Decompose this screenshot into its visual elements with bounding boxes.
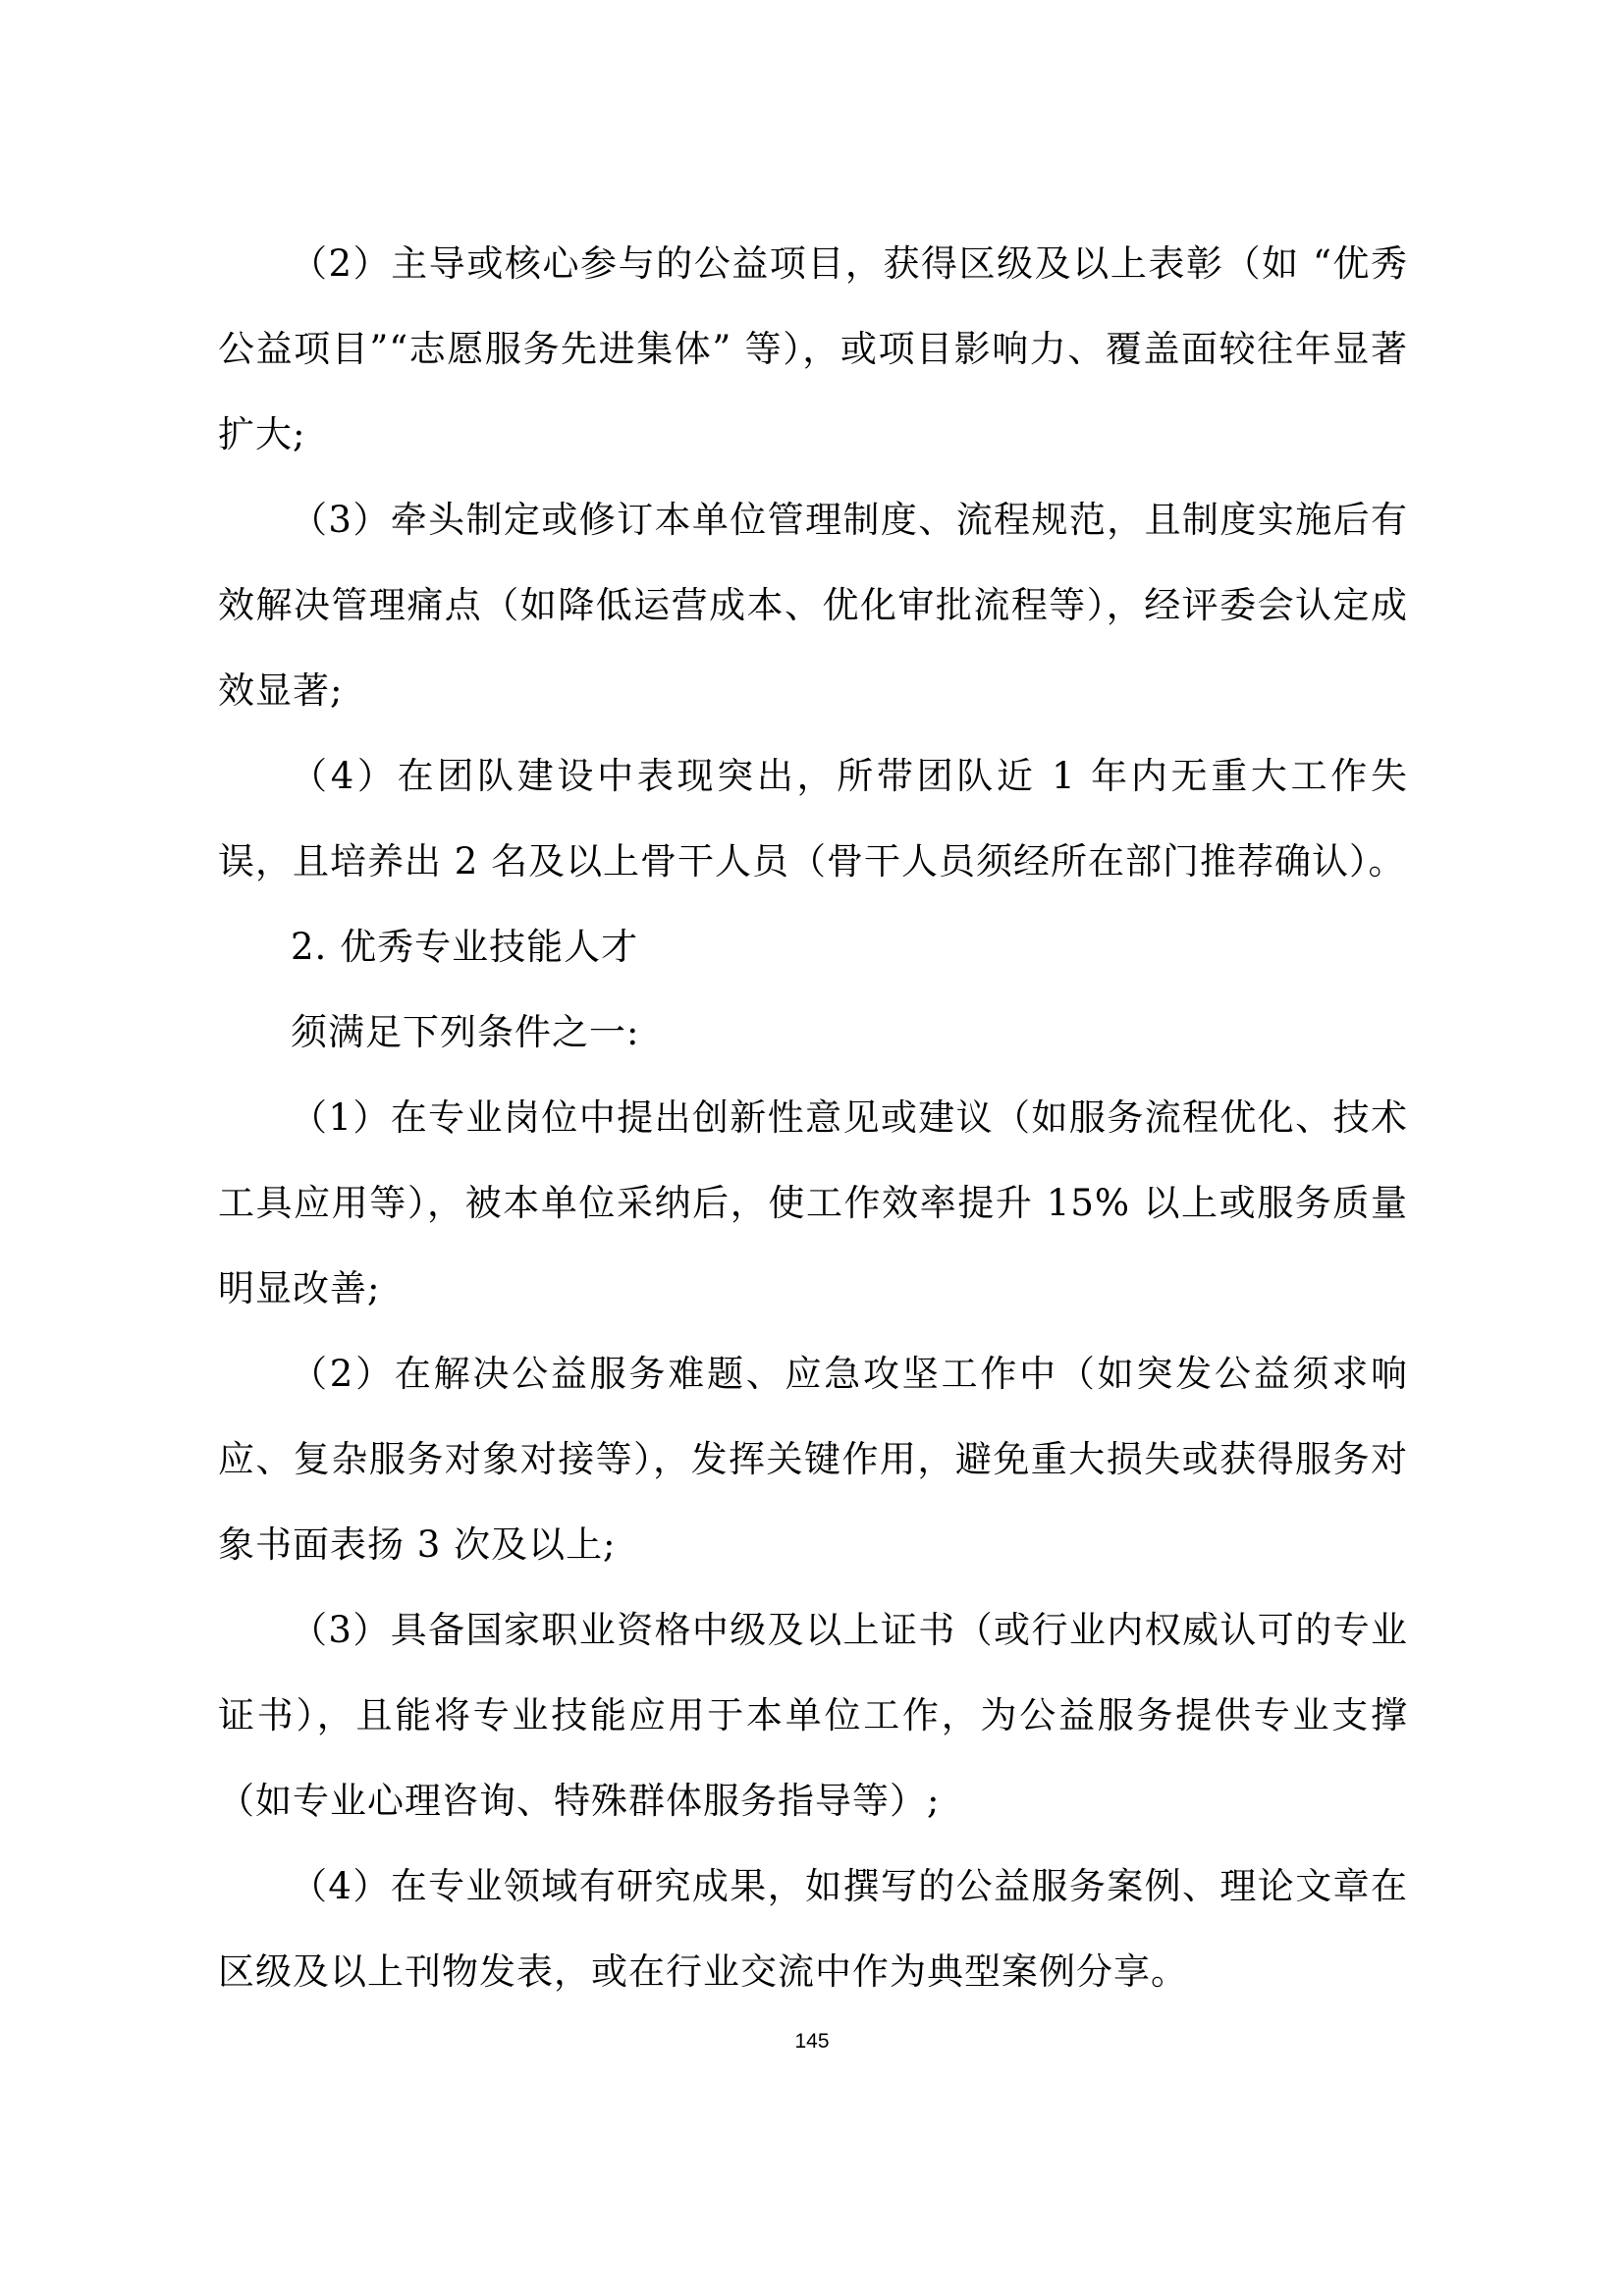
paragraph-item-4: （4）在团队建设中表现突出，所带团队近 1 年内无重大工作失误，且培养出 2 名及以上骨干人员（骨干人员须经所在部门推荐确认）。 <box>218 755 1408 882</box>
section-intro: 须满足下列条件之一: <box>291 1011 640 1053</box>
section-heading: 2. 优秀专业技能人才 <box>291 926 639 968</box>
paragraph-item-3: （3）牵头制定或修订本单位管理制度、流程规范，且制度实施后有效解决管理痛点（如降低运营成本、优化审批流程等），经评委会认定成效显著; <box>218 499 1408 712</box>
paragraph-item-4: （4）在专业领域有研究成果，如撰写的公益服务案例、理论文章在区级及以上刊物发表，或在行业交流中作为典型案例分享。 <box>218 1865 1408 1993</box>
paragraph-item-1: （1）在专业岗位中提出创新性意见或建议（如服务流程优化、技术工具应用等），被本单位采纳后，使工作效率提升 15% 以上或服务质量明显改善; <box>218 1096 1408 1309</box>
document-body <box>218 221 1408 2014</box>
paragraph-item-2: （2）在解决公益服务难题、应急攻坚工作中（如突发公益须求响应、复杂服务对象对接等），发挥关键作用，避免重大损失或获得服务对象书面表扬 3 次及以上; <box>218 1353 1408 1566</box>
page-number: 145 <box>794 2030 830 2053</box>
paragraph-item-3: （3）具备国家职业资格中级及以上证书（或行业内权威认可的专业证书），且能将专业技能应用于本单位工作，为公益服务提供专业支撑（如专业心理咨询、特殊群体服务指导等）; <box>218 1609 1408 1822</box>
paragraph-item-2: （2）主导或核心参与的公益项目，获得区级及以上表彰（如 “优秀公益项目”“志愿服务先进集体” 等），或项目影响力、覆盖面较往年显著扩大; <box>218 242 1408 455</box>
